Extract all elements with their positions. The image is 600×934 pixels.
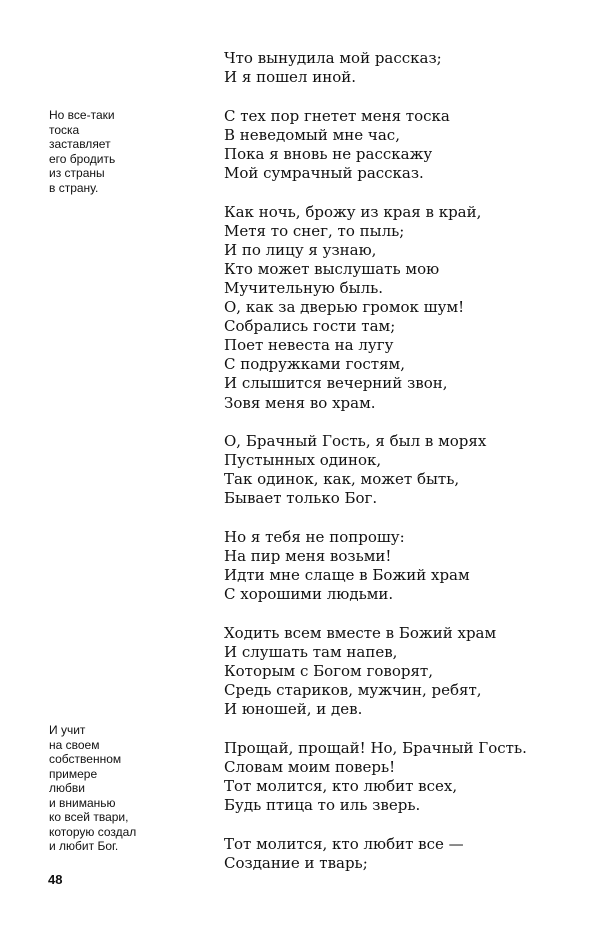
verse-line: На пир меня возьми! (224, 547, 392, 566)
verse-line: Бывает только Бог. (224, 489, 378, 508)
stanza (224, 49, 574, 87)
verse-line: И я пошел иной. (224, 68, 357, 87)
stanza (224, 528, 574, 604)
gloss-line: которую создал (49, 824, 137, 839)
gloss-line: любви (49, 781, 85, 795)
stanza (224, 739, 574, 815)
gloss-line: примере (49, 766, 98, 781)
gloss-line: Но все-таки (49, 108, 115, 122)
verse-line: И по лицу я узнаю, (224, 240, 377, 259)
verse-line: О, Брачный Гость, я был в морях (224, 432, 487, 451)
gloss-line: из страны (49, 166, 105, 180)
stanza (224, 835, 574, 873)
gloss-line: собственном (49, 752, 122, 766)
stanza (224, 203, 574, 413)
verse-line: Зовя меня во храм. (224, 393, 376, 412)
verse-line: Как ночь, брожу из края в край, (224, 202, 482, 221)
verse-line: С подружками гостям, (224, 355, 405, 374)
gloss-line: на своем (49, 737, 100, 752)
poem-text (224, 49, 574, 892)
verse-line: Метя то снег, то пыль; (224, 221, 405, 240)
stanza (224, 432, 574, 508)
verse-line: Мой сумрачный рассказ. (224, 163, 424, 182)
verse-line: С хорошими людьми. (224, 585, 394, 604)
verse-line: И слышится вечерний звон, (224, 374, 448, 393)
margin-gloss (49, 723, 169, 854)
gloss-line: и любит Бог. (49, 839, 119, 853)
margin-gloss (49, 108, 169, 195)
verse-line: Мучительную быль. (224, 278, 384, 297)
verse-line: Будь птица то иль зверь. (224, 796, 421, 815)
verse-line: Пока я вновь не расскажу (224, 144, 433, 163)
gloss-line: тоска (49, 122, 80, 137)
gloss-line: заставляет (49, 137, 111, 151)
verse-line: Средь стариков, мужчин, ребят, (224, 681, 482, 700)
verse-line: Кто может выслушать мою (224, 259, 440, 278)
verse-line: И слушать там напев, (224, 642, 398, 661)
verse-line: Что вынудила мой рассказ; (224, 49, 442, 67)
verse-line: Собрались гости там; (224, 317, 396, 336)
verse-line: В неведомый мне час, (224, 125, 400, 144)
stanza (224, 107, 574, 183)
gloss-line: ко всей твари, (49, 810, 129, 824)
verse-line: Прощай, прощай! Но, Брачный Гость. (224, 738, 527, 757)
verse-line: С тех пор гнетет меня тоска (224, 106, 450, 125)
gloss-line: его бродить (49, 151, 116, 166)
verse-line: Словам моим поверь! (224, 757, 396, 776)
verse-line: Тот молится, кто любит все — (224, 834, 464, 853)
gloss-line: и вниманью (49, 795, 116, 810)
gloss-line: в страну. (49, 180, 99, 195)
stanza (224, 624, 574, 719)
verse-line: Поет невеста на лугу (224, 336, 394, 355)
verse-line: Так одинок, как, может быть, (224, 470, 460, 489)
verse-line: Но я тебя не попрошу: (224, 527, 405, 546)
verse-line: Пустынных одинок, (224, 451, 382, 470)
verse-line: Ходить всем вместе в Божий храм (224, 623, 497, 642)
verse-line: Тот молится, кто любит всех, (224, 777, 458, 795)
verse-line: Которым с Богом говорят, (224, 662, 433, 681)
verse-line: Идти мне слаще в Божий храм (224, 566, 470, 585)
verse-line: И юношей, и дев. (224, 700, 363, 719)
verse-line: О, как за дверью громок шум! (224, 298, 465, 317)
page-number: 48 (48, 872, 63, 887)
verse-line: Создание и тварь; (224, 853, 368, 872)
gloss-line: И учит (49, 723, 86, 737)
